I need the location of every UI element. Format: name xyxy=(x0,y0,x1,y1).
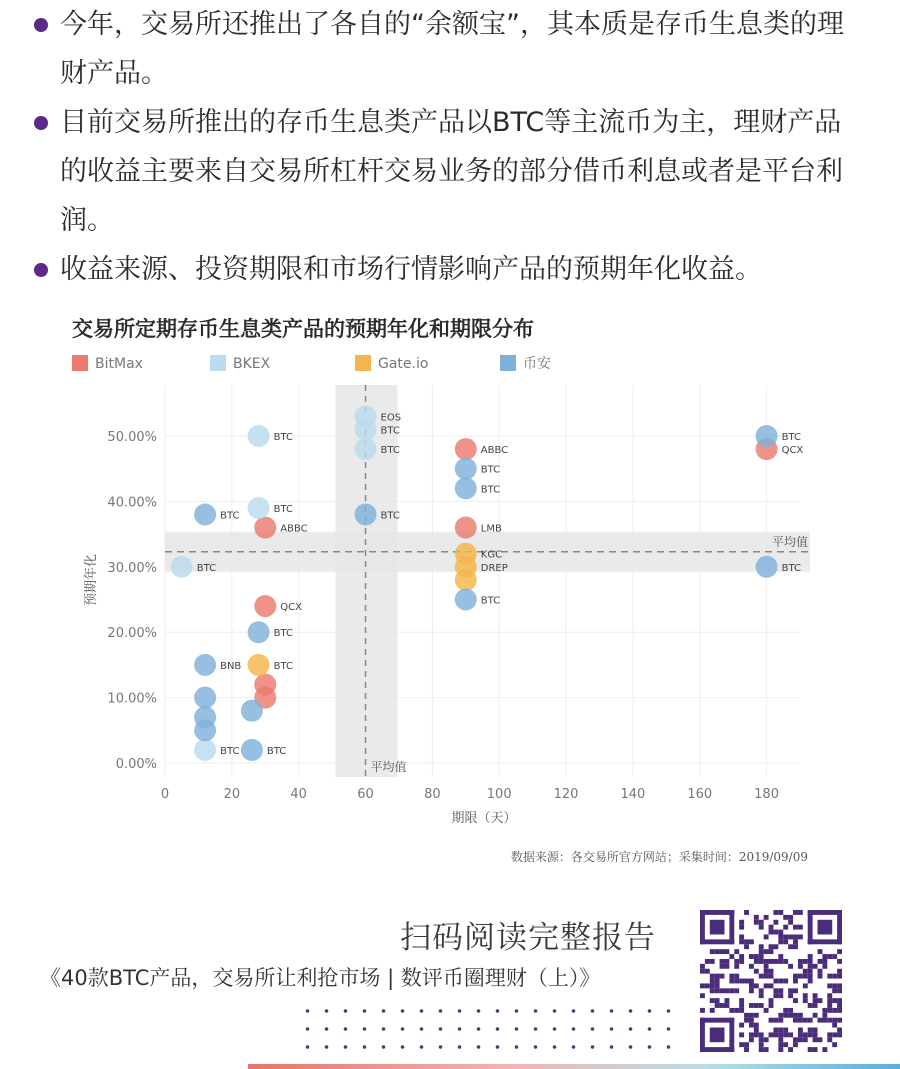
data-point[interactable] xyxy=(194,654,216,676)
data-label: BTC xyxy=(196,562,217,574)
scatter-chart xyxy=(0,290,900,880)
data-point[interactable] xyxy=(455,477,477,499)
x-tick-label: 140 xyxy=(620,787,646,802)
data-label: QCX xyxy=(781,445,804,457)
data-label: BTC xyxy=(220,510,240,522)
legend-swatch xyxy=(500,355,516,371)
data-point[interactable] xyxy=(355,503,377,525)
data-label: ABBC xyxy=(280,523,308,535)
data-point[interactable] xyxy=(171,556,193,578)
x-tick-label: 0 xyxy=(160,787,170,802)
data-label: BTC xyxy=(480,595,501,607)
data-label: LMB xyxy=(480,523,502,535)
x-tick-label: 100 xyxy=(486,787,512,802)
data-point[interactable] xyxy=(455,589,477,611)
data-point[interactable] xyxy=(355,418,377,440)
bullet-item xyxy=(34,98,864,245)
y-tick-label: 50.00% xyxy=(107,430,157,445)
data-label: BTC xyxy=(480,464,501,476)
data-label: DREP xyxy=(480,562,508,574)
legend-label: Gate.io xyxy=(378,356,429,372)
x-tick-label: 120 xyxy=(553,787,579,802)
footer-title: 扫码阅读完整报告 xyxy=(400,920,656,956)
y-tick-label: 0.00% xyxy=(115,757,157,772)
qr-code-icon[interactable] xyxy=(700,910,842,1052)
data-point[interactable] xyxy=(455,458,477,480)
data-label: BTC xyxy=(380,510,400,522)
data-point[interactable] xyxy=(455,569,477,591)
data-label: BTC xyxy=(266,745,287,757)
bullet-item xyxy=(34,0,864,98)
x-tick-label: 20 xyxy=(223,787,241,802)
legend-swatch xyxy=(72,355,88,371)
data-point[interactable] xyxy=(194,503,216,525)
data-label: ABBC xyxy=(480,445,509,457)
bullet-text: 收益来源、投资期限和市场行情影响产品的预期年化收益。 xyxy=(60,254,762,285)
legend-swatch xyxy=(355,355,371,371)
bullet-text: 今年，交易所还推出了各自的“余额宝”，其本质是存币生息类的理财产品。 xyxy=(60,9,844,89)
bullet-dot-icon xyxy=(34,116,48,130)
data-point[interactable] xyxy=(248,621,270,643)
x-tick-label: 160 xyxy=(687,787,713,802)
data-point[interactable] xyxy=(194,687,216,709)
data-point[interactable] xyxy=(455,438,477,460)
data-label: EOS xyxy=(380,412,402,424)
data-label: BTC xyxy=(380,425,400,437)
average-x-label: 平均值 xyxy=(370,760,407,774)
data-point[interactable] xyxy=(254,595,276,617)
data-label: BTC xyxy=(220,745,240,757)
data-point[interactable] xyxy=(248,497,270,519)
chart-title: 交易所定期存币生息类产品的预期年化和期限分布 xyxy=(72,317,534,341)
dots-divider xyxy=(298,1008,678,1014)
data-label: BTC xyxy=(380,445,400,457)
data-point[interactable] xyxy=(248,654,270,676)
data-point[interactable] xyxy=(756,425,778,447)
dots-divider xyxy=(298,1026,678,1032)
data-point[interactable] xyxy=(254,517,276,539)
legend-label: BKEX xyxy=(233,356,271,372)
y-tick-label: 10.00% xyxy=(107,691,157,707)
y-tick-label: 20.00% xyxy=(107,626,157,642)
source-note: 数据来源：各交易所官方网站；采集时间：2019/09/09 xyxy=(510,850,808,864)
x-axis-label: 期限（天） xyxy=(451,811,517,826)
bullet-item xyxy=(34,245,864,294)
data-label: BTC xyxy=(273,432,293,443)
x-tick-label: 80 xyxy=(424,787,441,802)
x-tick-label: 60 xyxy=(357,787,374,802)
dots-divider xyxy=(298,1044,678,1050)
average-y-label: 平均值 xyxy=(771,534,808,549)
legend-swatch xyxy=(210,355,226,371)
data-label: KGC xyxy=(480,549,503,561)
data-label: BTC xyxy=(781,562,801,574)
bullet-dot-icon xyxy=(34,263,48,277)
data-point[interactable] xyxy=(194,739,216,761)
x-tick-label: 180 xyxy=(754,787,779,802)
data-label: QCX xyxy=(280,602,302,614)
bottom-color-bar xyxy=(248,1064,900,1069)
data-point[interactable] xyxy=(241,739,263,761)
bullet-text: 目前交易所推出的存币生息类产品以BTC等主流币为主，理财产品的收益主要来自交易所杠杆交易业务的部分借币利息或者是平台利润。 xyxy=(60,107,843,236)
data-label: BTC xyxy=(273,503,293,515)
legend-label: BitMax xyxy=(95,356,143,372)
data-label: BTC xyxy=(273,628,293,640)
bullet-dot-icon xyxy=(34,18,48,32)
data-label: BTC xyxy=(273,660,293,672)
legend-label: 币安 xyxy=(523,356,551,372)
y-axis-label: 预期年化 xyxy=(84,553,99,607)
data-label: BTC xyxy=(480,484,501,496)
data-point[interactable] xyxy=(355,438,377,460)
data-point[interactable] xyxy=(455,517,477,539)
x-tick-label: 40 xyxy=(290,787,307,802)
data-point[interactable] xyxy=(194,719,216,741)
data-label: BNB xyxy=(220,660,242,672)
report-link[interactable]: 《40款BTC产品，交易所让利抢市场 | 数评币圈理财（上）》 xyxy=(40,966,601,990)
data-label: BTC xyxy=(781,432,801,443)
data-point[interactable] xyxy=(248,425,270,447)
data-point[interactable] xyxy=(756,556,778,578)
y-tick-label: 30.00% xyxy=(107,560,157,576)
y-tick-label: 40.00% xyxy=(107,495,157,511)
data-point[interactable] xyxy=(241,700,263,722)
